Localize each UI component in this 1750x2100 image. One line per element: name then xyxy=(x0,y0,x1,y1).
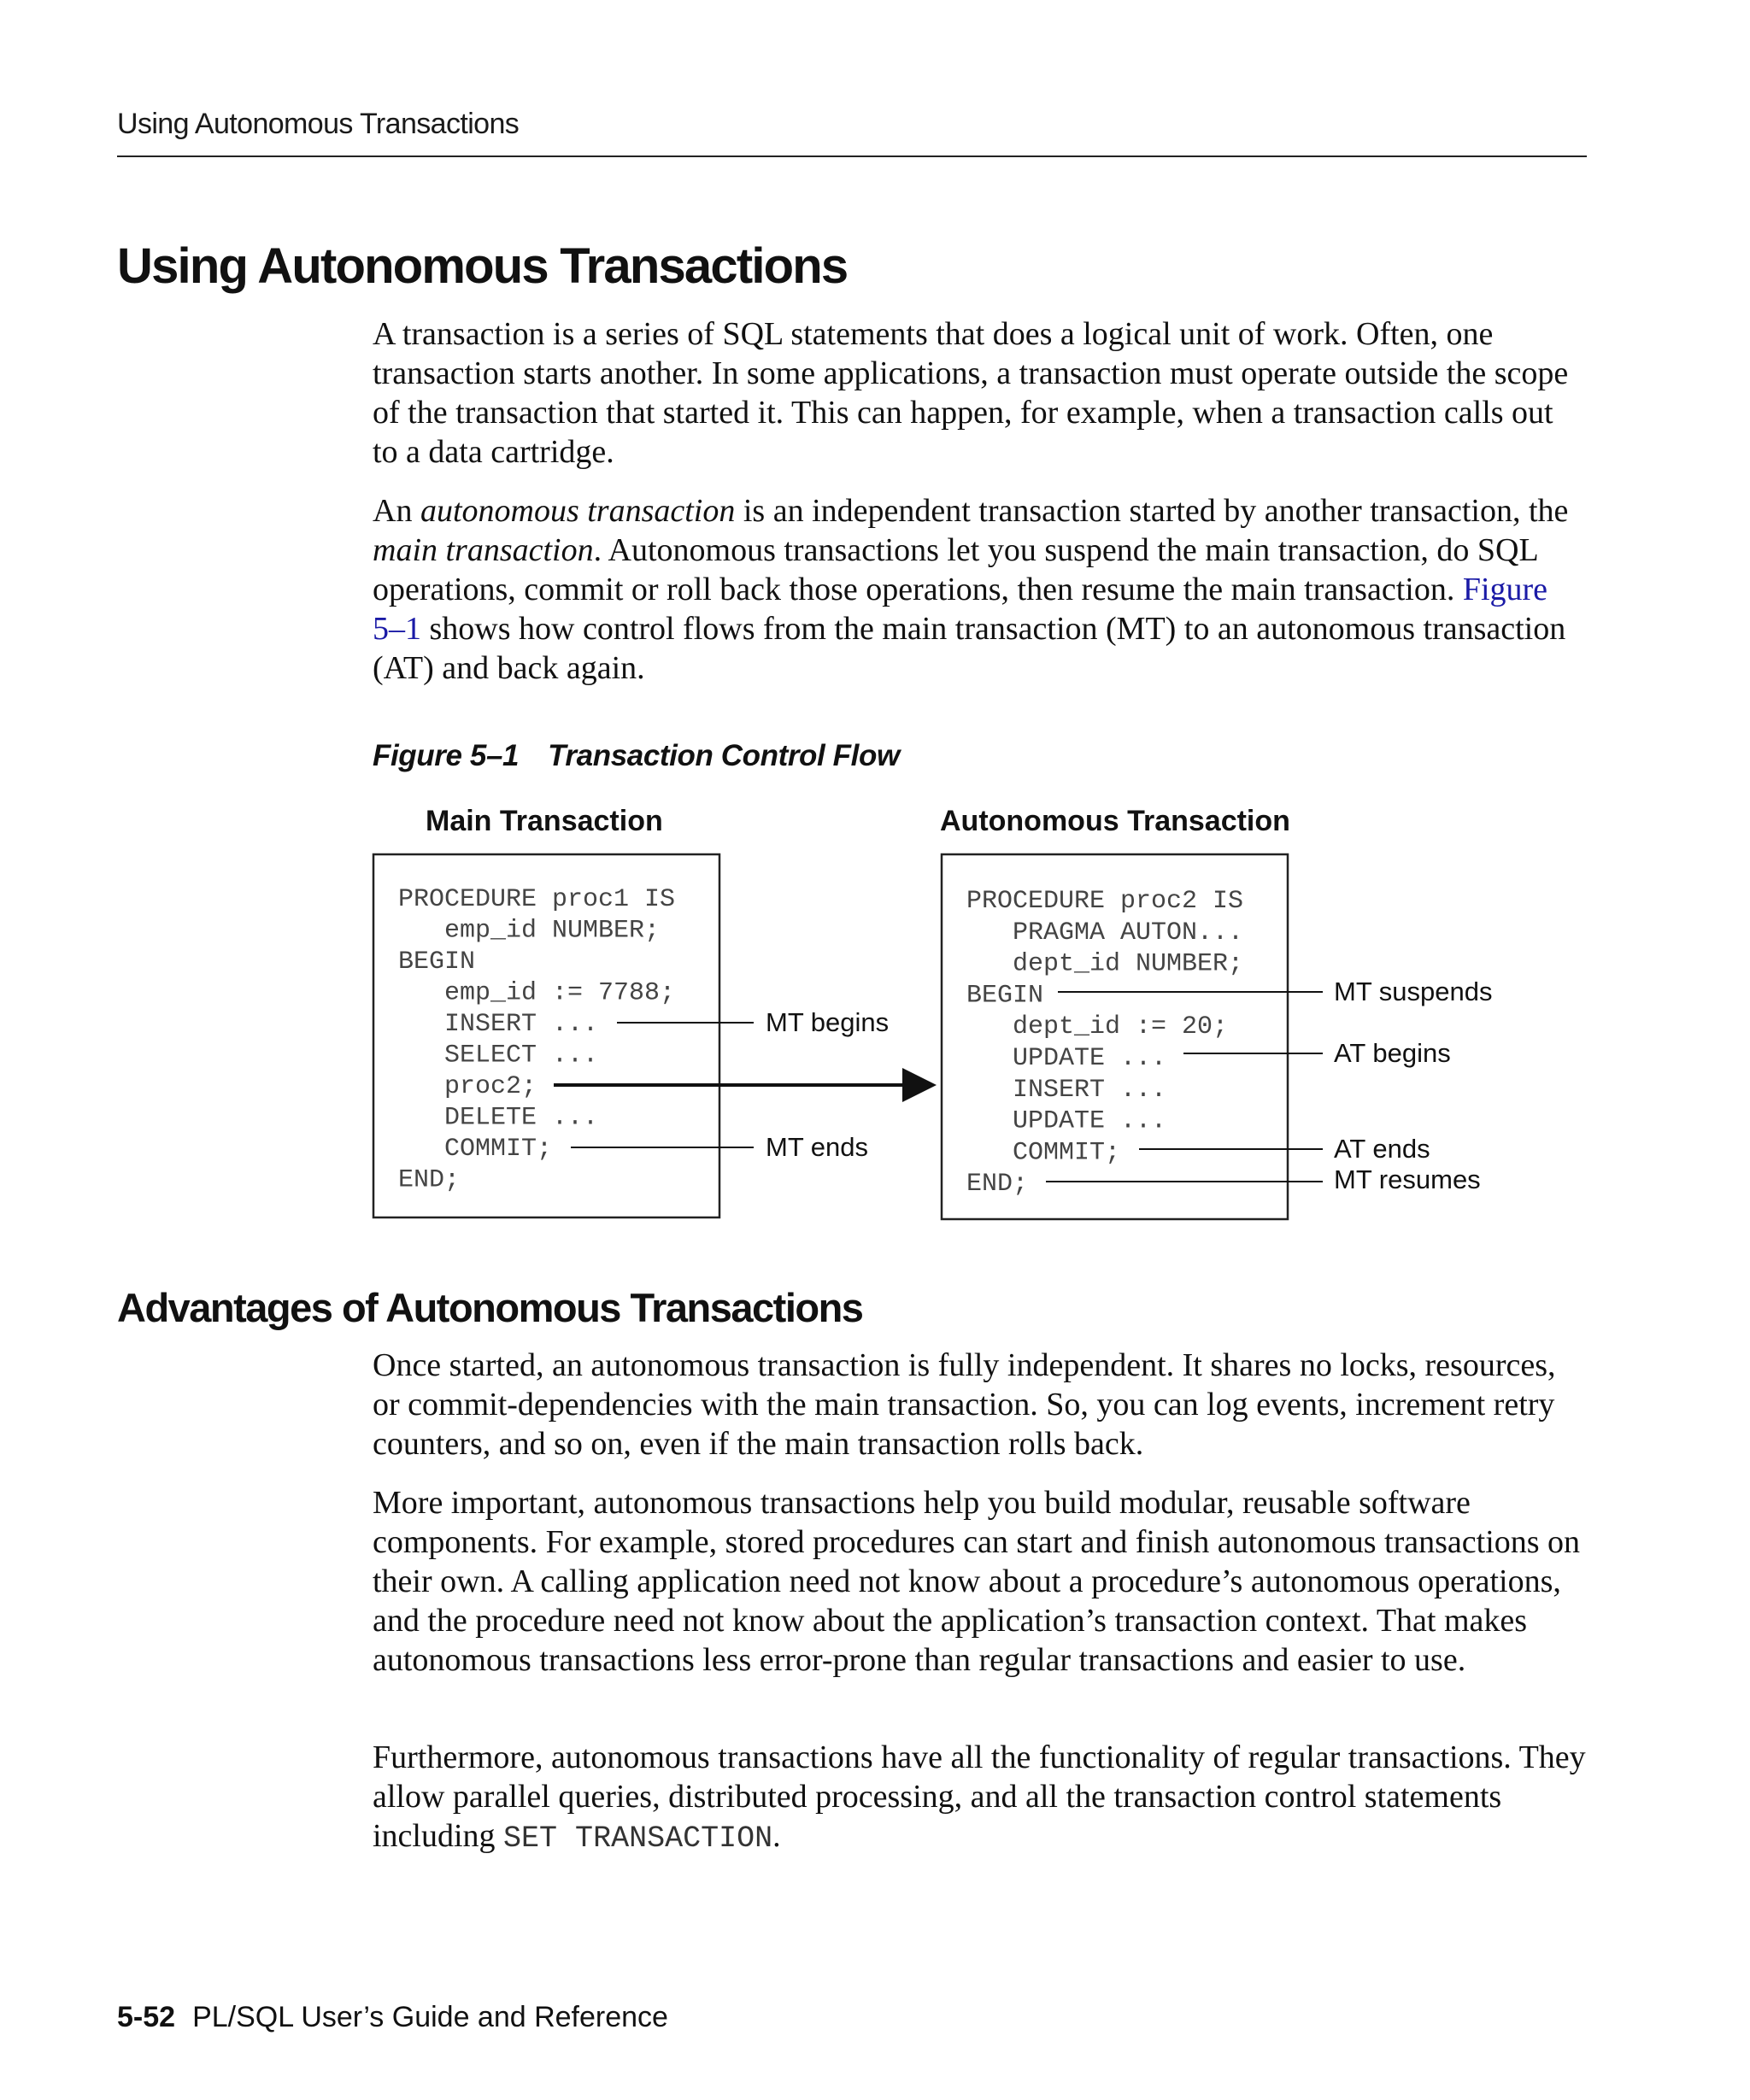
p2-text-a: An xyxy=(373,493,420,529)
term-autonomous-transaction: autonomous transaction xyxy=(420,493,736,529)
main-code-line: BEGIN xyxy=(398,947,476,977)
advantages-paragraph-1: Once started, an autonomous transaction is fully independent. It shares no locks, resources, or commit-dependencies with the main transaction. So, you can log events, increment retry counters, and so on, even if the main transaction rolls back. xyxy=(373,1347,1556,1462)
main-code-line: SELECT ... xyxy=(398,1041,599,1071)
auto-code-line: COMMIT; xyxy=(966,1138,1121,1168)
label-mt-ends: MT ends xyxy=(766,1132,869,1162)
auto-code-line: INSERT ... xyxy=(966,1075,1167,1105)
term-main-transaction: main transaction xyxy=(373,532,594,568)
advantages-paragraph-2: More important, autonomous transactions help you build modular, reusable software components. For example, stored procedures can start and finish autonomous transactions on their own. A calling application need not know about a procedure’s autonomous operations, and the procedure need not know about the application’s transaction context. That makes autonomous transactions less error-prone than regular transactions and easier to use. xyxy=(373,1485,1581,1678)
main-code-line: INSERT ... xyxy=(398,1010,599,1039)
p5-text-a: Furthermore, autonomous transactions have all the functionality of regular transactions. They allow parallel queries, distributed processing, and all the transaction control statements including xyxy=(373,1739,1586,1854)
main-transaction-heading: Main Transaction xyxy=(426,805,663,837)
p2-text-c: is an independent transaction started by another transaction, the xyxy=(735,493,1569,529)
label-mt-resumes: MT resumes xyxy=(1334,1164,1481,1194)
label-mt-suspends: MT suspends xyxy=(1334,977,1493,1006)
auto-code-line: dept_id NUMBER; xyxy=(966,949,1244,979)
main-code-line: END; xyxy=(398,1165,461,1195)
auto-code-lines xyxy=(966,887,1243,1199)
p2-text-e: . Autonomous transactions let you suspend the main transaction, do SQL operations, commit or roll back those operations, then resume the main transaction. xyxy=(373,532,1538,607)
auto-code-line: UPDATE ... xyxy=(966,1044,1167,1073)
main-code-line: proc2; xyxy=(398,1072,537,1101)
main-code-line: COMMIT; xyxy=(398,1135,553,1164)
page-footer xyxy=(117,2001,668,2034)
main-code-lines xyxy=(398,885,675,1195)
advantages-paragraph-3 xyxy=(373,1738,1586,1858)
p5-text-b: . xyxy=(772,1818,781,1854)
set-transaction-code: SET TRANSACTION xyxy=(503,1821,773,1856)
auto-code-line: END; xyxy=(966,1170,1029,1200)
autonomous-transaction-heading: Autonomous Transaction xyxy=(940,805,1290,837)
auto-code-line: BEGIN xyxy=(966,981,1044,1011)
label-mt-begins: MT begins xyxy=(766,1007,890,1037)
auto-code-line: PROCEDURE proc2 IS xyxy=(966,887,1244,916)
book-title: PL/SQL User’s Guide and Reference xyxy=(192,2001,668,2033)
page-title: Using Autonomous Transactions xyxy=(117,238,848,294)
auto-code-line: dept_id := 20; xyxy=(966,1012,1229,1042)
running-head: Using Autonomous Transactions xyxy=(117,108,520,140)
label-at-begins: AT begins xyxy=(1334,1038,1451,1068)
auto-code-line: PRAGMA AUTON... xyxy=(966,918,1244,947)
auto-code-line: UPDATE ... xyxy=(966,1106,1167,1136)
intro-paragraph-1: A transaction is a series of SQL statements that does a logical unit of work. Often, one transaction starts another. In some applications, a transaction must operate outside the scope of the transaction that started it. This can happen, for example, when a transaction calls out to a data cartridge. xyxy=(373,316,1569,470)
main-code-line: PROCEDURE proc1 IS xyxy=(398,885,676,914)
section-title: Advantages of Autonomous Transactions xyxy=(117,1285,863,1330)
main-code-line: emp_id NUMBER; xyxy=(398,916,661,946)
figure-number: Figure 5–1 xyxy=(373,739,520,772)
figure-caption-title: Transaction Control Flow xyxy=(548,739,900,772)
page-number: 5-52 xyxy=(117,2001,176,2033)
main-code-line: emp_id := 7788; xyxy=(398,978,676,1008)
p2-text-f: shows how control flows from the main transaction (MT) to an autonomous transaction (AT) and back again. xyxy=(373,611,1566,686)
figure-link[interactable]: Figure 5–1 xyxy=(373,572,1548,647)
main-code-line: DELETE ... xyxy=(398,1103,599,1133)
label-at-ends: AT ends xyxy=(1334,1134,1430,1164)
